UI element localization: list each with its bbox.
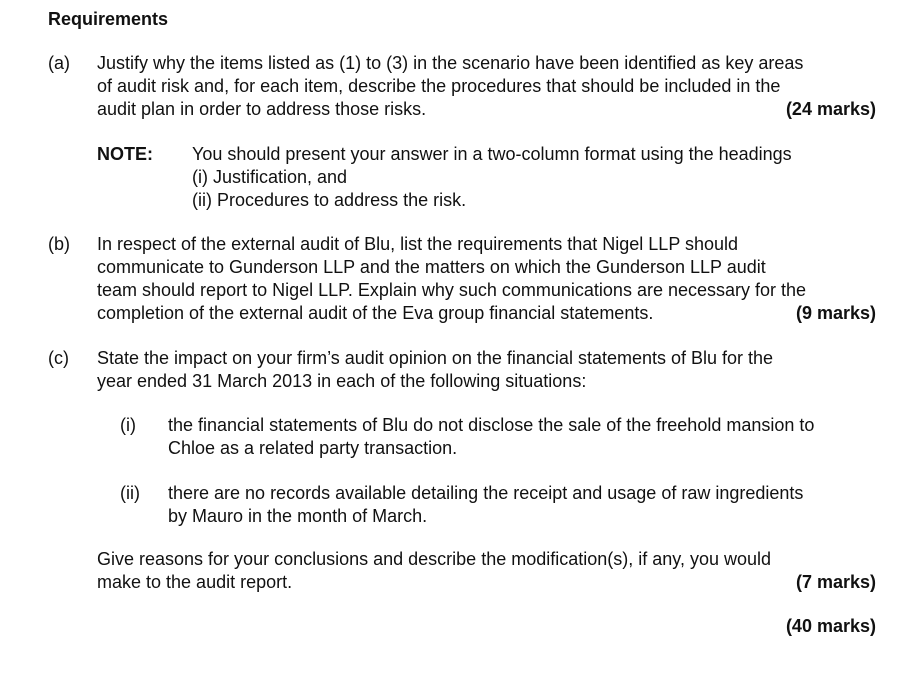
sub-i-line-1: the financial statements of Blu do not disclose the sale of the freehold mansion to (168, 415, 815, 435)
part-b-line-3: team should report to Nigel LLP. Explain why such communications are necessary for the (97, 280, 807, 300)
part-a-marks: (24 marks) (785, 99, 876, 119)
part-c-line-2: year ended 31 March 2013 in each of the following situations: (97, 371, 587, 391)
sub-ii-label: (ii) (120, 483, 140, 503)
sub-i-line-2: Chloe as a related party transaction. (168, 438, 458, 458)
part-c-closing-line-2: make to the audit report. (97, 572, 293, 592)
sub-i-label: (i) (120, 415, 136, 435)
sub-ii-line-2: by Mauro in the month of March. (168, 506, 428, 526)
part-a-line-3: audit plan in order to address those risks. (97, 99, 427, 119)
part-a-line-1: Justify why the items listed as (1) to (3) in the scenario have been identified as key areas (97, 53, 804, 73)
part-c-line-1: State the impact on your firm’s audit opinion on the financial statements of Blu for the (97, 348, 774, 368)
note-line-3: (ii) Procedures to address the risk. (192, 190, 467, 210)
note-label: NOTE: (97, 144, 153, 164)
section-heading: Requirements (48, 9, 169, 29)
sub-ii-line-1: there are no records available detailing the receipt and usage of raw ingredients (168, 483, 804, 503)
part-a-line-2: of audit risk and, for each item, describe the procedures that should be included in the (97, 76, 781, 96)
part-a-label: (a) (48, 53, 70, 73)
note-line-1: You should present your answer in a two-column format using the headings (192, 144, 792, 164)
part-b-label: (b) (48, 234, 70, 254)
part-b-line-2: communicate to Gunderson LLP and the matters on which the Gunderson LLP audit (97, 257, 766, 277)
note-line-2: (i) Justification, and (192, 167, 348, 187)
part-c-label: (c) (48, 348, 69, 368)
part-c-closing-line-1: Give reasons for your conclusions and describe the modification(s), if any, you would (97, 549, 771, 569)
part-b-marks: (9 marks) (795, 303, 876, 323)
part-b-line-4: completion of the external audit of the Eva group financial statements. (97, 303, 654, 323)
total-marks: (40 marks) (785, 616, 876, 636)
part-b-line-1: In respect of the external audit of Blu, list the requirements that Nigel LLP should (97, 234, 739, 254)
part-c-marks: (7 marks) (795, 572, 876, 592)
